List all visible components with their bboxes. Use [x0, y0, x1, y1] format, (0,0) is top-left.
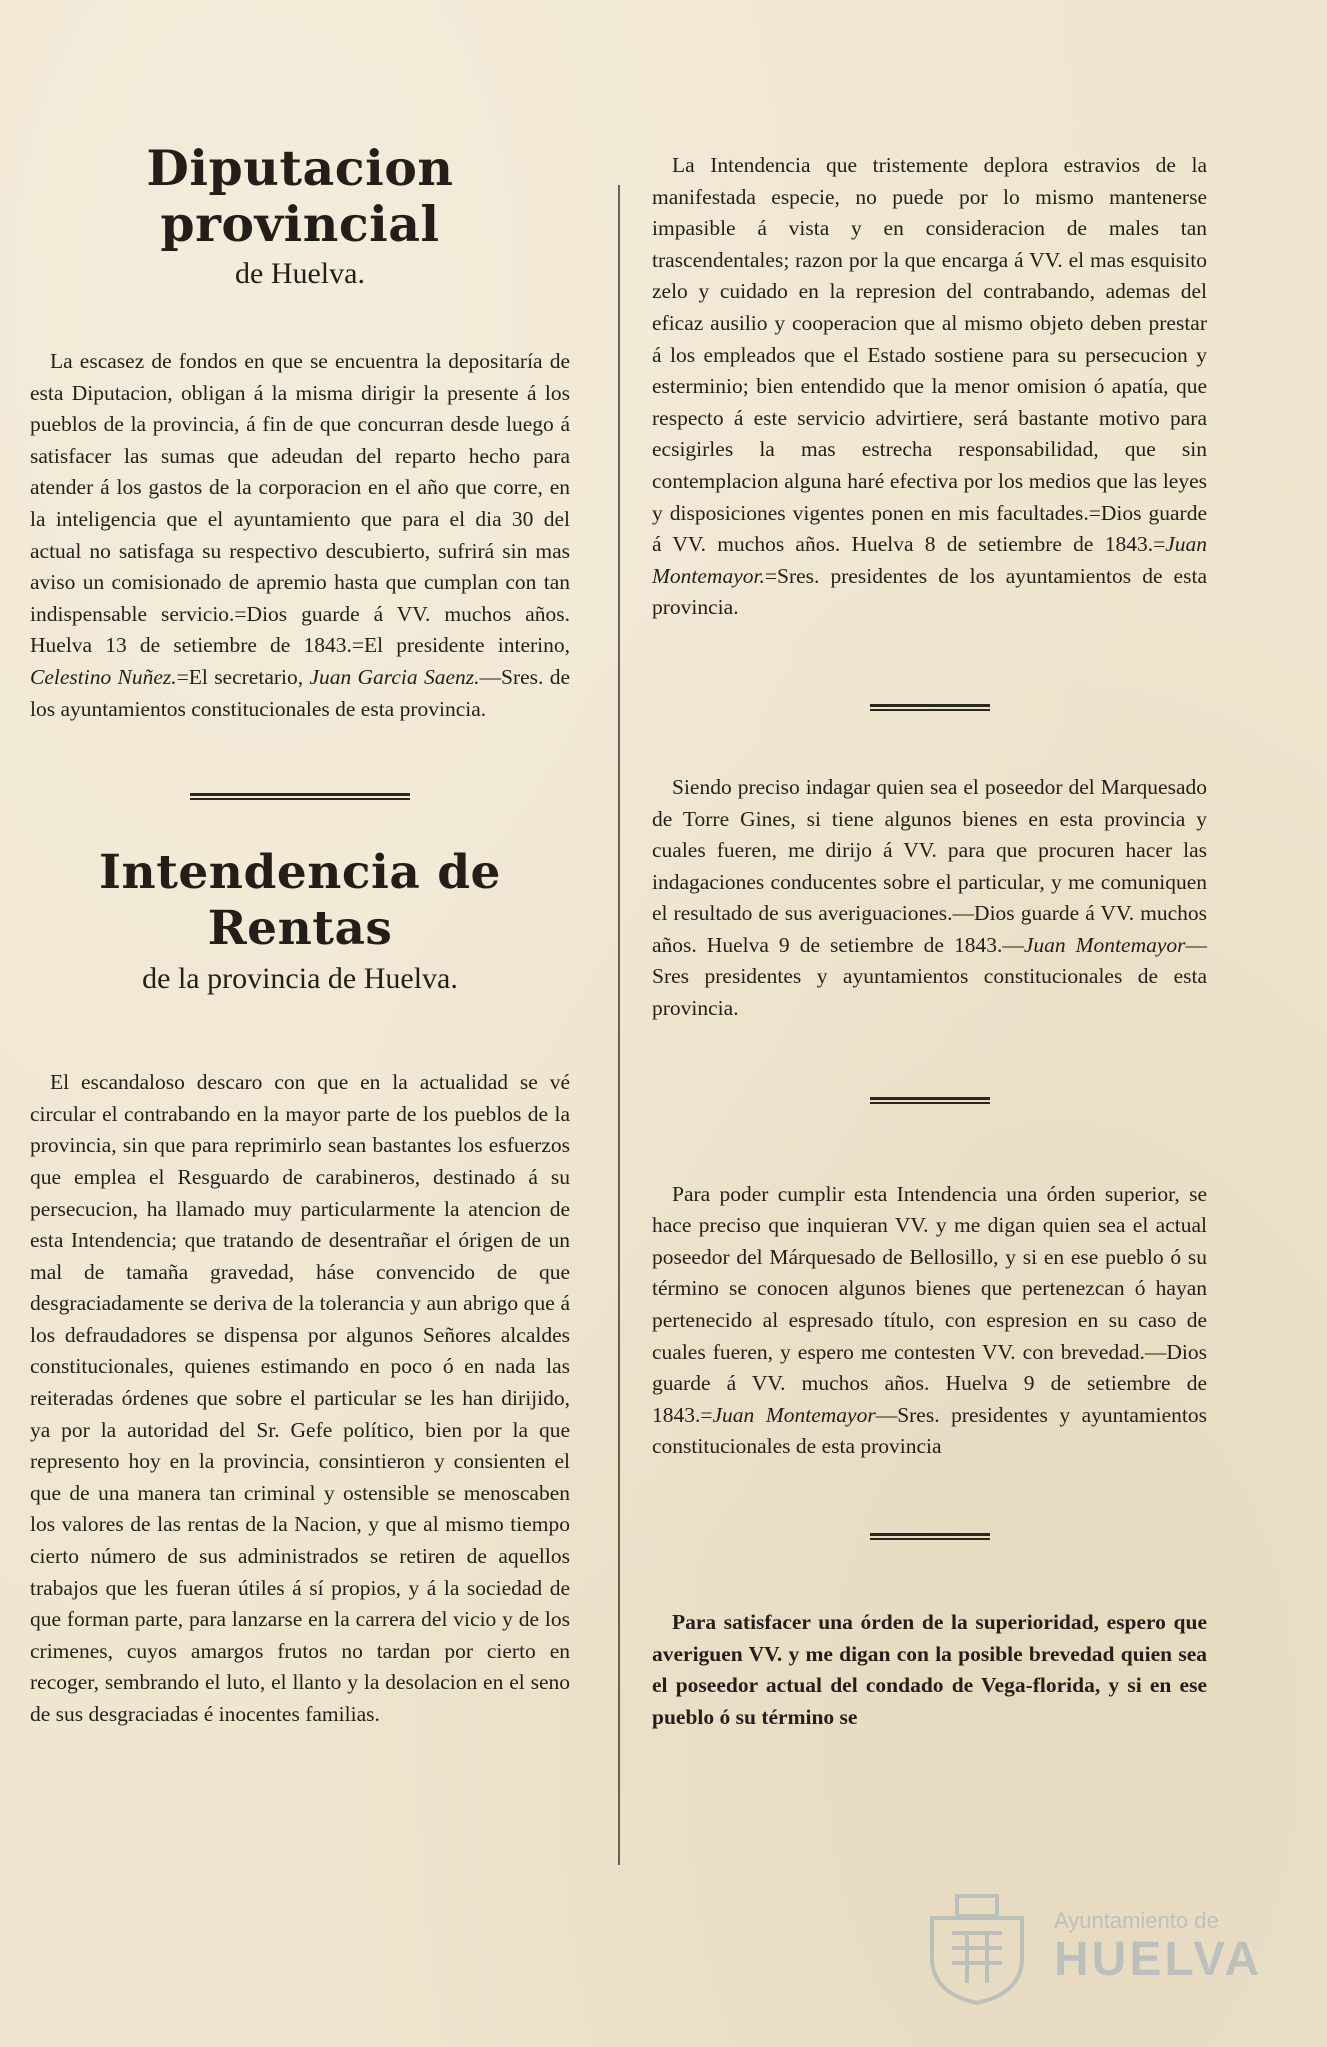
section-subtitle-intendencia: de la provincia de Huelva. [142, 962, 458, 996]
section-title-intendencia: Intendencia de Rentas [99, 845, 501, 957]
contrabando-notice-closing: =Sres. presidentes de los ayuntamientos de esta provincia. [652, 563, 1207, 620]
torre-gines-notice [652, 772, 1207, 1025]
torre-gines-notice-closing: —Sres presidentes y ayuntamientos constitucionales de esta provincia. [652, 932, 1208, 1021]
city-emblem-icon [912, 1888, 1042, 2008]
diputacion-notice-body: La escasez de fondos en que se encuentra la depositaría de esta Diputacion, obligan á la misma dirigir la presente á los pueblos de la provincia, á fin de que concurran desde luego á satisfacer las sumas que adeudan del reparto hecho para atender á los gastos de la corporacion en el año que corre, en la inteligencia que el ayuntamiento que para el dia 30 del actual no satisfaga su respectivo descubierto, sufrirá sin mas aviso un comisionado de apremio hasta que cumplan con tan indispensable servicio.=Dios guarde á VV. muchos años. Huelva 13 de setiembre de 1843.=El presidente interino, [30, 349, 570, 658]
contrabando-notice [652, 150, 1207, 624]
section-rule [190, 791, 410, 803]
section-rule [870, 702, 990, 714]
section-rule [870, 1531, 990, 1543]
section-title-diputacion: Diputacion provincial [146, 139, 454, 253]
column-divider [618, 185, 620, 1865]
watermark [912, 1888, 1263, 2008]
torre-gines-signer: Juan Montemayor [1023, 932, 1186, 957]
bellosillo-notice-closing: —Sres. presidentes y ayuntamientos constitucionales de esta provincia [652, 1402, 1207, 1459]
intendencia-notice: El escandaloso descaro con que en la actualidad se vé circular el contrabando en la mayor parte de los pueblos de la provincia, sin que para reprimirlo sean bastantes los esfuerzos que emplea el Resguardo de carabineros, destinado á su persecucion, ha llamado muy particularmente la atencion de esta Intendencia; que tratando de desentrañar el órigen de un mal de tamaña gravedad, háse convencido de que desgraciadamente se deriva de la tolerancia y aun abrigo que á los defraudadores se dispensa por algunos Señores alcaldes constitucionales, quienes estimando en poco ó en nada las reiteradas órdenes que sobre el particular se les han dirijido, ya por la autoridad del Sr. Gefe político, bien por la que represento hoy en la provincia, consintieron y consienten el que de una manera tan criminal y ostensible se menoscaben los valores de las rentas de la Nacion, y que al mismo tiempo cierto número de sus administrados se retiren de aquellos trabajos que les fueran útiles á sí propios, y á la sociedad de que forman parte, para lanzarse en la carrera del vicio y de los crimenes, cuyos amargos frutos no tardan por cierto en recoger, sembrando el luto, el llanto y la desolacion en el seno de sus desgraciadas é inocentes familias. [30, 1070, 570, 1726]
watermark-line2: HUELVA [1054, 1933, 1263, 1986]
diputacion-signer-secretary: Juan Garcia Saenz. [309, 664, 480, 689]
vega-florida-notice: Para satisfacer una órden de la superioridad, espero que averiguen VV. y me digan con la posible brevedad quien sea el poseedor actual del condado de Vega-florida, y si en ese pueblo ó su término se [652, 1610, 1207, 1729]
watermark-line1: Ayuntamiento de [1054, 1908, 1219, 1933]
bellosillo-signer: Juan Montemayor [712, 1402, 876, 1427]
contrabando-signer: Juan Montemayor. [652, 532, 1207, 588]
right-column [652, 150, 1207, 1733]
bellosillo-notice [652, 1179, 1207, 1463]
contrabando-notice-body: La Intendencia que tristemente deplora estravios de la manifestada especie, no puede por lo mismo mantenerse impasible á vista y en consideracion de males tan trascendentales; razon por la que encarga á VV. el mas esquisito zelo y cuidado en la represion del contrabando, ademas del eficaz ausilio y cooperacion que al mismo objeto deben prestar á los empleados que el Estado sostiene para su persecucion y esterminio; bien entendido que la menor omision ó apatía, que respecto á este servicio advirtiere, será bastante motivo para ecsigirles la mas estrecha responsabilidad, que sin contemplacion alguna haré efectiva por los medios que las leyes y disposiciones vigentes ponen en mis facultades.=Dios guarde á VV. muchos años. Huelva 8 de setiembre de 1843.= [652, 153, 1207, 557]
section-subtitle-diputacion: de Huelva. [235, 257, 365, 290]
diputacion-notice [30, 346, 570, 725]
torre-gines-notice-body: Siendo preciso indagar quien sea el poseedor del Marquesado de Torre Gines, si tiene algunos bienes en esta provincia y cuales fueren, me dirijo á VV. para que procuren hacer las indagaciones conducentes sobre el particular, y me comuniquen el resultado de sus averiguaciones.—Dios guarde á VV. muchos años. Huelva 9 de setiembre de 1843.— [652, 774, 1207, 957]
diputacion-notice-closing: —Sres. de los ayuntamientos constitucionales de esta provincia. [30, 664, 570, 721]
section-rule [870, 1095, 990, 1107]
diputacion-notice-mid: =El secretario, [176, 664, 310, 689]
bellosillo-notice-body: Para poder cumplir esta Intendencia una órden superior, se hace preciso que inquieran VV. y me digan quien sea el actual poseedor del Márquesado de Bellosillo, y si en ese pueblo ó su término se conocen algunos bienes que pertenezcan ó hayan pertenecido al espresado título, con espresion en su caso de cuales fueren, y espero me contesten VV. con brevedad.—Dios guarde á VV. muchos años. Huelva 9 de setiembre de 1843.= [652, 1181, 1207, 1427]
diputacion-signer-president: Celestino Nuñez. [30, 664, 177, 689]
left-column [30, 140, 570, 1731]
